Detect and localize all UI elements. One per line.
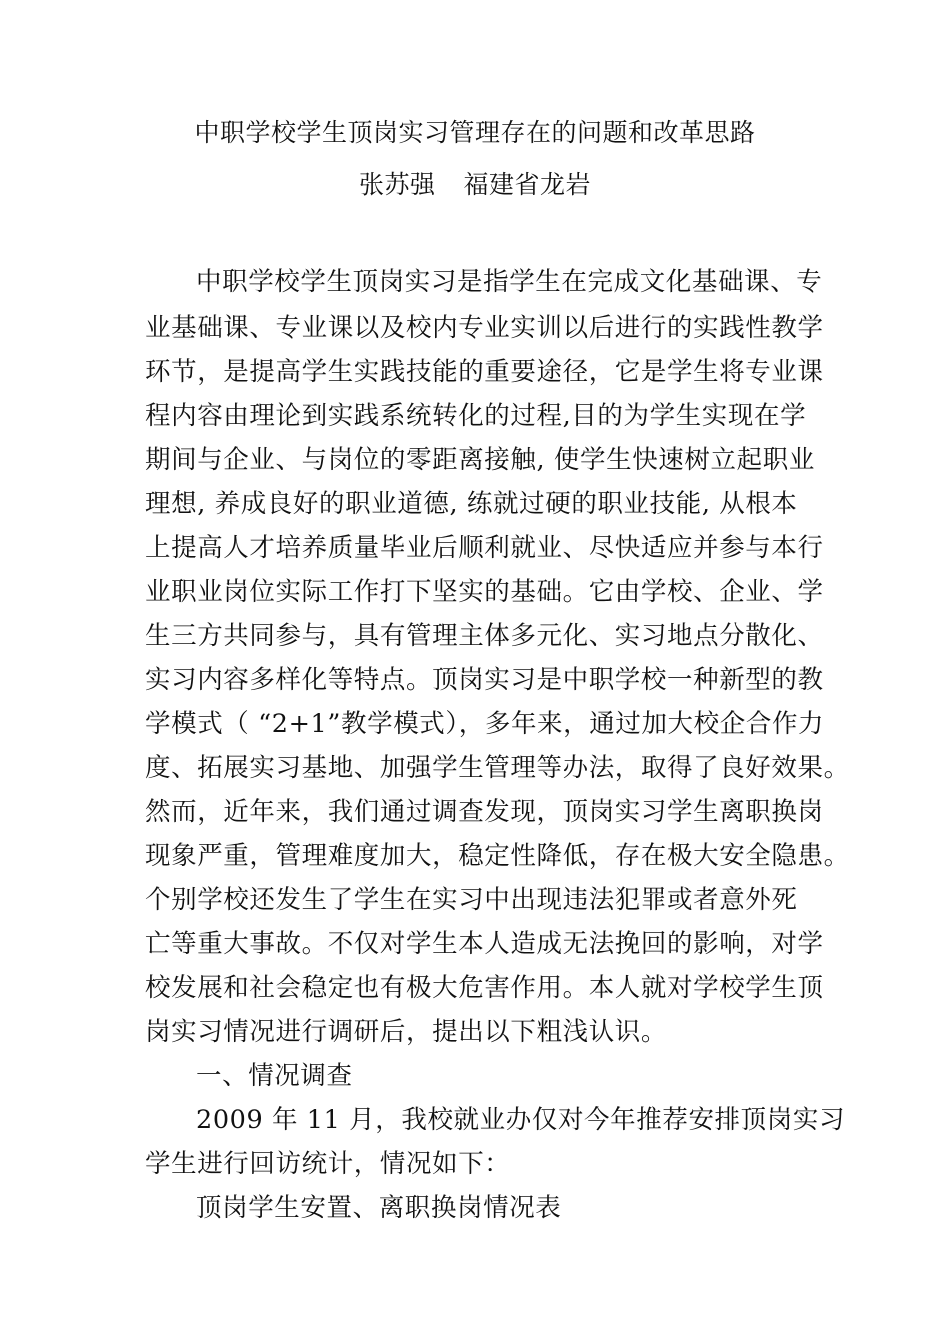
author-location: 福建省龙岩	[463, 170, 592, 199]
paragraph-line: 业基础课、专业课以及校内专业实训以后进行的实践性教学	[145, 313, 824, 343]
paragraph-line: 期间与企业、与岗位的零距离接触, 使学生快速树立起职业	[145, 445, 815, 475]
section-heading: 一、情况调查	[196, 1061, 353, 1091]
author-line	[0, 170, 950, 200]
paragraph-line: 业职业岗位实际工作打下坚实的基础。它由学校、企业、学	[145, 577, 824, 607]
paragraph-line: 环节，是提高学生实践技能的重要途径，它是学生将专业课	[145, 357, 824, 387]
paragraph-line: 实习内容多样化等特点。顶岗实习是中职学校一种新型的教	[145, 665, 824, 695]
paragraph-line: 学模式（ “2+1”教学模式），多年来，通过加大校企合作力	[145, 709, 825, 739]
paragraph-line: 生三方共同参与，具有管理主体多元化、实习地点分散化、	[145, 621, 824, 651]
paragraph-line: 个别学校还发生了学生在实习中出现违法犯罪或者意外死	[145, 885, 798, 915]
paragraph-line: 中职学校学生顶岗实习是指学生在完成文化基础课、专	[196, 267, 823, 297]
table-caption: 顶岗学生安置、离职换岗情况表	[196, 1193, 562, 1223]
paragraph-line: 岗实习情况进行调研后，提出以下粗浅认识。	[145, 1017, 668, 1047]
paragraph-line: 校发展和社会稳定也有极大危害作用。本人就对学校学生顶	[145, 973, 824, 1003]
author-name: 张苏强	[358, 170, 436, 199]
paragraph-line: 现象严重，管理难度加大，稳定性降低，存在极大安全隐患。	[145, 841, 850, 871]
paragraph-line: 学生进行回访统计，情况如下：	[145, 1149, 511, 1179]
paragraph-line: 理想, 养成良好的职业道德, 练就过硬的职业技能, 从根本	[145, 489, 798, 519]
paragraph-line: 亡等重大事故。不仅对学生本人造成无法挽回的影响，对学	[145, 929, 824, 959]
paragraph-line: 上提高人才培养质量毕业后顺利就业、尽快适应并参与本行	[145, 533, 824, 563]
document-title: 中职学校学生顶岗实习管理存在的问题和改革思路	[194, 118, 756, 147]
paragraph-line: 然而，近年来，我们通过调查发现，顶岗实习学生离职换岗	[145, 797, 824, 827]
paragraph-line: 度、拓展实习基地、加强学生管理等办法，取得了良好效果。	[145, 753, 850, 783]
paragraph-line: 2009 年 11 月，我校就业办仅对今年推荐安排顶岗实习	[196, 1105, 846, 1135]
paragraph-line: 程内容由理论到实践系统转化的过程,目的为学生实现在学	[145, 401, 807, 431]
